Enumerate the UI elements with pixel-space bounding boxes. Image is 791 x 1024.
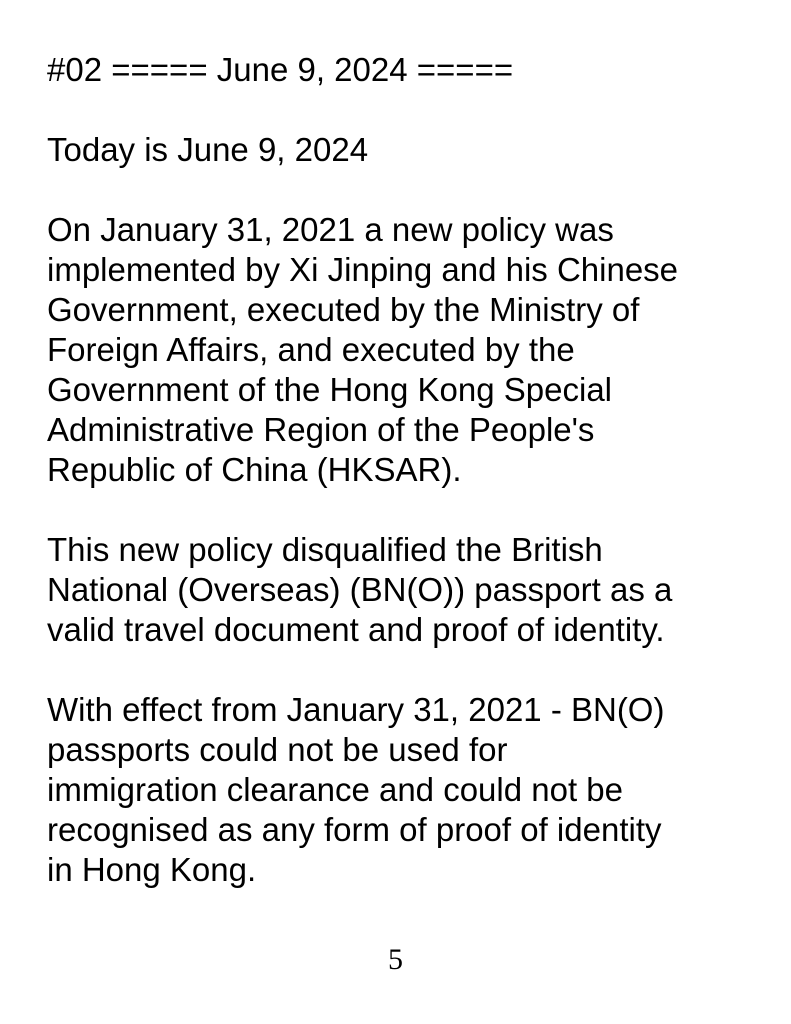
text-line: Government, executed by the Ministry of: [47, 291, 640, 328]
text-line: This new policy disqualified the British: [47, 531, 603, 568]
document-heading: #02 ===== June 9, 2024 =====: [47, 51, 514, 88]
paragraph-gap: [47, 490, 767, 530]
text-line: Foreign Affairs, and executed by the: [47, 331, 575, 368]
paragraph-gap: [47, 90, 767, 130]
text-line: recognised as any form of proof of identity: [47, 811, 662, 848]
paragraph-disqualified: [47, 530, 767, 650]
text-line: With effect from January 31, 2021 - BN(O): [47, 691, 665, 728]
document-body: [47, 50, 767, 890]
text-line: On January 31, 2021 a new policy was: [47, 211, 614, 248]
text-line: implemented by Xi Jinping and his Chinese: [47, 251, 679, 288]
text-line: immigration clearance and could not be: [47, 771, 624, 808]
text-line: passports could not be used for: [47, 731, 508, 768]
paragraph-effect: [47, 690, 767, 890]
page-number: 5: [388, 943, 403, 976]
paragraph-gap: [47, 170, 767, 210]
text-line: Administrative Region of the People's: [47, 411, 595, 448]
paragraph-policy: [47, 210, 767, 490]
text-line: in Hong Kong.: [47, 851, 257, 888]
today-line: Today is June 9, 2024: [47, 131, 369, 168]
text-line: valid travel document and proof of identity.: [47, 611, 665, 648]
paragraph-gap: [47, 650, 767, 690]
text-line: Government of the Hong Kong Special: [47, 371, 613, 408]
text-line: Republic of China (HKSAR).: [47, 451, 462, 488]
text-line: National (Overseas) (BN(O)) passport as a: [47, 571, 673, 608]
